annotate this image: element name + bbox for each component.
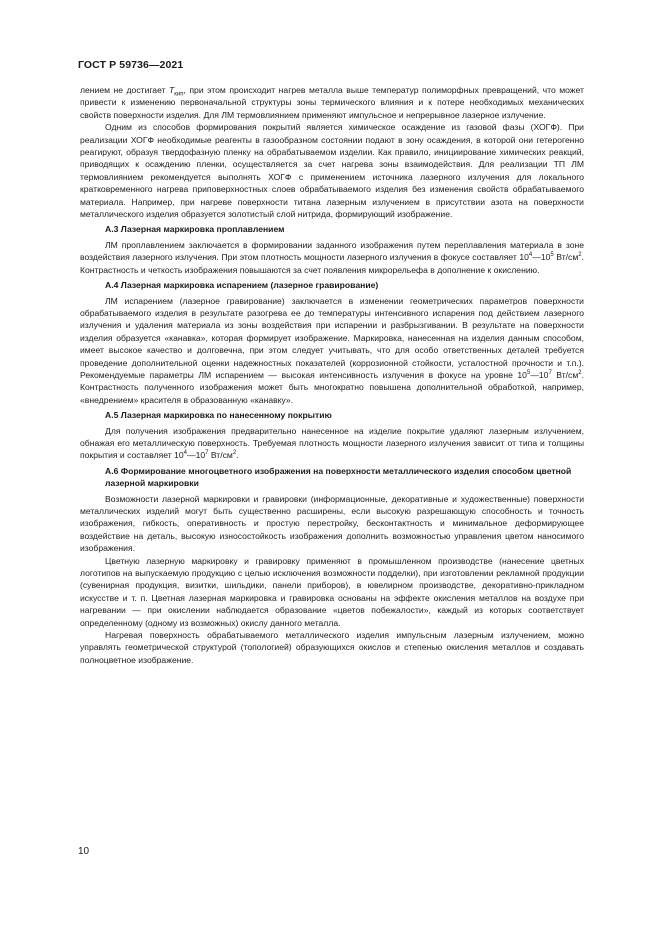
- paragraph-a6-2: Цветную лазерную маркировку и гравировку применяют в промышленном производстве (нанесение цветных логотипов на выпускаемую продукцию с целью исключения возможности подделки), при изготовлении рекламной продукции (сувенирная продукция, визитки, шильдики, панели приборов), в ювелирном производстве, декоративно-прикладном искусстве и т. п. Цветная лазерная маркировка и гравировка основаны на эффекте окисления металлов на воздухе при нагревании — при окислении наблюдается образование «цветов побежалости», каждый из которых соответствует определенному (одному из возможных) окислу данного металла.: [80, 555, 584, 628]
- document-header: ГОСТ Р 59736—2021: [78, 59, 184, 71]
- paragraph-a3: ЛМ проплавлением заключается в формировании заданного изображения путем переплавления материала в зоне воздействия лазерного излучения. При этом плотность мощности лазерного излучения в фокусе составляет $10^4—10^5$ $Вт/см^2$. Контрастность и четкость изображения повышаются за счет появления микрорельефа в дополнение к окислению.: [80, 239, 584, 275]
- section-heading-a6: А.6 Формирование многоцветного изображения на поверхности металлического изделия способом цветной лазерной маркировки: [105, 465, 572, 489]
- paragraph-a6-3: Нагревая поверхность обрабатываемого металлического изделия импульсным лазерным излучением, можно управлять геометрической структурой (топологией) образующихся окислов и степенью окисления металлов и создавать полноцветное изображение.: [80, 630, 584, 665]
- section-heading-a4: А.4 Лазерная маркировка испарением (лазерное гравирование): [105, 280, 379, 291]
- paragraph-hogf: Одним из способов формирования покрытий является химическое осаждение из газовой фазы (ХОГФ). При реализации ХОГФ необходимые реагенты в газообразном состоянии подают в зону осаждения, в которой они гетерогенно реагируют, образуя твердофазную пленку на обрабатываемом изделии. Как правило, инициирование химических реакций, приводящих к осаждению пленки, осуществляется за счет нагрева зоны взаимодействия. Для реализации ТП ЛМ термовлиянием рекомендуется выполнять ХОГФ с применением источника лазерного излучения для локального кратковременного нагрева приповерхностных слоев обрабатываемого изделия без изменения свойств обрабатываемого материала. Например, при нагреве поверхности титана лазерным излучением в присутствии азота на поверхности металлического изделия образуется золотистый слой нитрида, формирующий изображение.: [80, 122, 584, 220]
- section-heading-a5: А.5 Лазерная маркировка по нанесенному покрытию: [105, 410, 332, 421]
- section-heading-a3: А.3 Лазерная маркировка проплавлением: [105, 224, 285, 235]
- page-number: 10: [78, 846, 90, 857]
- page-body: [80, 84, 584, 666]
- paragraph-continuation: лением не достигает $T_{кип}$, при этом происходит нагрев металла выше температур полиморфных превращений, что может привести к изменению первоначальной структуры зоны термического влияния и к потере необходимых механических свойств поверхности изделия. Для ЛМ термовлиянием применяют импульсное и непрерывное лазерное излучение.: [80, 85, 584, 120]
- paragraph-a6-1: Возможности лазерной маркировки и гравировки (информационные, декоративные и художественные) поверхности металлических изделий могут быть существенно расширены, если высокую разрешающую способность и точность изображения, гибкость, оперативность и простую перестройку, бесконтактность и минимальное деформирующее воздействие на деталь, высокую износостойкость изображения дополнить возможностью управления цветом наносимого изображения.: [80, 493, 584, 554]
- paragraph-a4: ЛМ испарением (лазерное гравирование) заключается в изменении геометрических параметров поверхности обрабатываемого изделия в результате разогрева ее до температуры интенсивного испарения под действием лазерного излучения и удаления материала из зоны воздействия при испарении и разбрызгивании. В результате на поверхности изделия образуется «канавка», которая формирует изображение. Маркировка, нанесенная на изделия данным способом, имеет высокое качество и долговечна, при этом следует учитывать, что для особо ответственных деталей требуется проведение дополнительной оценки надежностных показателей (коррозионной стойкости, усталостной прочности и т.п.). Рекомендуемые параметры ЛМ испарением — высокая интенсивность излучения в фокусе на уровне $10^5—10^7$ $Вт/см^2$. Контрастность полученного изображения может быть многократно повышена дополнительной обработкой, например, «внедрением» красителя в образованную «канавку».: [80, 295, 584, 405]
- temperature-symbol: T: [169, 85, 175, 95]
- paragraph-a5: Для получения изображения предварительно нанесенное на изделие покрытие удаляют лазерным излучением, обнажая его металлическую поверхность. Требуемая плотность мощности лазерного излучения зависит от типа и толщины покрытия и составляет $10^4—10^7$ $Вт/см^2$.: [80, 425, 584, 461]
